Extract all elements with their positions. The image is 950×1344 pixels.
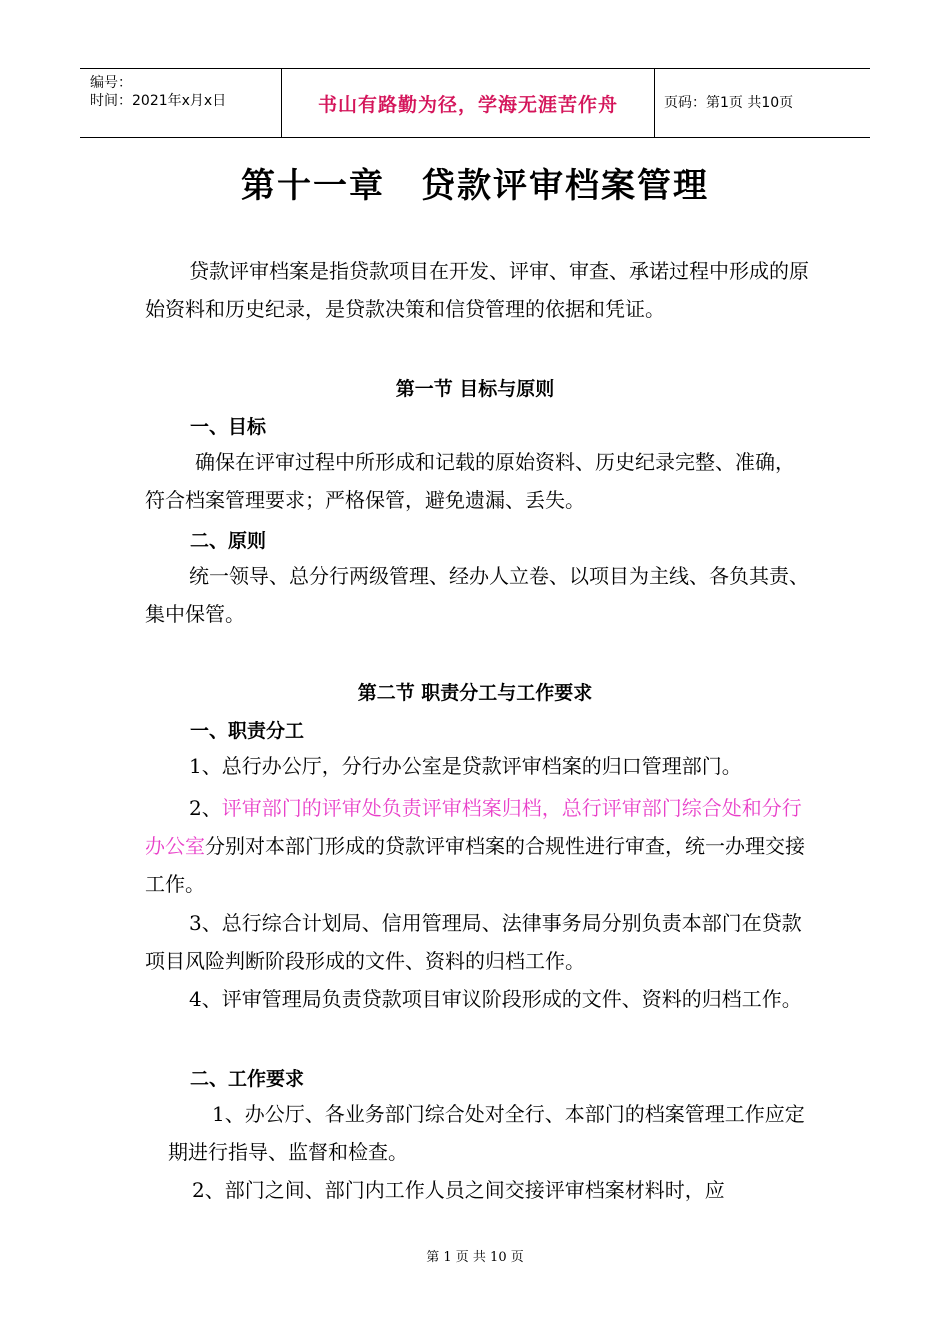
header-page-cell	[654, 69, 870, 137]
section1-p1: 确保在评审过程中所形成和记载的原始资料、历史纪录完整、准确，符合档案管理要求；严格保管，避免遗漏、丢失。	[145, 450, 795, 512]
duty-item-3: 3、总行综合计划局、信用管理局、法律事务局分别负责本部门在贷款项目风险判断阶段形成的文件、资料的归档工作。	[145, 911, 802, 973]
duty-item-4: 4、评审管理局负责贷款项目审议阶段形成的文件、资料的归档工作。	[189, 987, 802, 1011]
duty-item-1: 1、总行办公厅，分行办公室是贷款评审档案的归口管理部门。	[189, 754, 742, 778]
section1-heading: 第一节 目标与原则	[395, 378, 555, 400]
req-item-2: 2、部门之间、部门内工作人员之间交接评审档案材料时，应	[192, 1178, 725, 1202]
header-table	[80, 68, 870, 138]
number-label: 编号：	[90, 75, 132, 91]
intro-paragraph: 贷款评审档案是指贷款项目在开发、评审、审查、承诺过程中形成的原始资料和历史纪录，是贷款决策和信贷管理的依据和凭证。	[145, 259, 809, 321]
section2-heading: 第二节 职责分工与工作要求	[357, 682, 593, 704]
req-item-1: 1、办公厅、各业务部门综合处对全行、本部门的档案管理工作应定期进行指导、监督和检查。	[168, 1102, 805, 1164]
header-motto-cell	[281, 69, 655, 137]
duty-item-2-number: 2、	[189, 796, 222, 820]
section1-p2: 统一领导、总分行两级管理、经办人立卷、以项目为主线、各负其责、集中保管。	[145, 564, 809, 626]
chapter-title: 第十一章 贷款评审档案管理	[241, 166, 709, 206]
section2-sub1: 一、职责分工	[190, 720, 305, 742]
section2-sub2: 二、工作要求	[190, 1068, 305, 1090]
section1-sub2: 二、原则	[190, 530, 267, 552]
header-left-cell	[80, 69, 281, 137]
page-info: 页码：第1页 共10页	[664, 95, 794, 111]
motto-text: 书山有路勤为径，学海无涯苦作舟	[317, 93, 618, 116]
section1-sub1: 一、目标	[190, 416, 267, 438]
duty-item-2-rest: 分别对本部门形成的贷款评审档案的合规性进行审查，统一办理交接工作。	[145, 834, 805, 896]
time-label: 时间：2021年x月x日	[90, 93, 227, 109]
duty-item-2-highlight: 评审部门的评审处负责评审档案归档，总行评审部门综合处和分行办公室	[145, 796, 802, 858]
duty-item-2	[145, 789, 810, 903]
page-footer: 第 1 页 共 10 页	[426, 1250, 524, 1265]
